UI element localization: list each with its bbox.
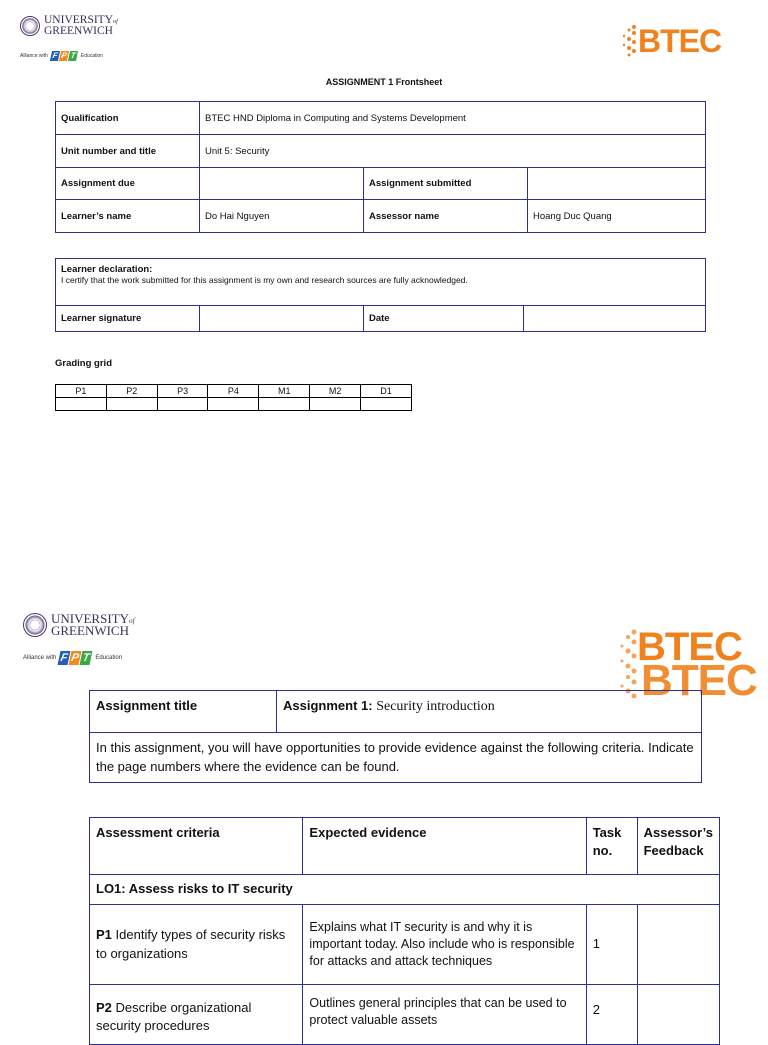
university-name-line2: GREENWICH [44,24,113,37]
qualification-value: BTEC HND Diploma in Computing and Systems Development [200,102,706,135]
task-no-header: Task no. [586,818,637,875]
learner-signature-label: Learner signature [56,306,200,332]
criteria-text: Describe organizational security procedures [96,1000,252,1034]
criteria-feedback[interactable] [637,985,719,1045]
alliance-prefix: Alliance with [23,655,57,661]
criteria-evidence: Explains what IT security is and why it is important today. Also include who is responsible for attacks and attack techniques [303,905,586,985]
fpt-logo [51,51,78,61]
university-logo-page2 [23,613,135,638]
assignment-due-label: Assignment due [56,168,200,200]
btec-wordmark-1: BTEC [637,625,742,669]
unit-label: Unit number and title [56,135,200,168]
criteria-evidence: Outlines general principles that can be used to protect valuable assets [303,985,586,1045]
criteria-code: P1 [96,927,112,943]
criteria-header: Assessment criteria [90,818,303,875]
names-row [56,200,706,233]
grade-value-cell[interactable] [259,398,310,411]
unit-value: Unit 5: Security [200,135,706,168]
unit-row [56,135,706,168]
date-label: Date [364,306,524,332]
declaration-row [56,259,706,306]
lo1-heading: LO1: Assess risks to IT security [90,875,720,905]
feedback-header: Assessor’s Feedback [637,818,719,875]
declaration-title: Learner declaration: [61,264,153,275]
fpt-letter-p: P [70,652,81,664]
btec-wordmark: BTEC [638,23,722,59]
criteria-row [90,985,720,1045]
due-row [56,168,706,200]
grade-value-cell[interactable] [361,398,412,411]
assignment-title-row [90,691,702,733]
grade-p4: P4 [208,385,259,398]
evidence-header: Expected evidence [303,818,586,875]
grade-value-cell[interactable] [56,398,107,411]
fpt-letter-t: T [69,51,77,60]
fpt-logo [59,651,92,665]
criteria-row [90,905,720,985]
assignment-submitted-label: Assignment submitted [364,168,528,200]
alliance-suffix: Education [95,655,123,661]
fpt-letter-f: F [51,51,59,60]
grade-m1: M1 [259,385,310,398]
btec-dots-icon [620,24,640,58]
assignment-due-value[interactable] [200,168,364,200]
assignment-title-prefix: Assignment 1: [283,698,373,713]
learner-signature-field[interactable] [200,306,364,332]
fpt-letter-p: P [60,51,68,60]
assignment-intro-row [90,733,702,783]
grade-m2: M2 [310,385,361,398]
learner-name-label: Learner’s name [56,200,200,233]
declaration-text: I certify that the work submitted for this assignment is my own and research sources are fully acknowledged. [61,275,468,285]
assignment-title-label: Assignment title [90,691,277,733]
assignment-submitted-value[interactable] [528,168,706,200]
assignment-title-table [89,690,702,783]
grade-p2: P2 [106,385,157,398]
grade-value-cell[interactable] [208,398,259,411]
btec-wordmark-2: BTEC [641,656,757,705]
criteria-header-row [90,818,720,875]
grade-p1: P1 [56,385,107,398]
btec-logo [620,22,750,62]
grade-value-cell[interactable] [106,398,157,411]
grade-p3: P3 [157,385,208,398]
grade-value-cell[interactable] [310,398,361,411]
grade-d1: D1 [361,385,412,398]
assessor-name-label: Assessor name [364,200,528,233]
university-crest-icon [20,16,40,36]
fpt-letter-t: T [81,652,91,664]
criteria-text: Identify types of security risks to organizations [96,927,286,961]
university-name-line1: UNIVERSITY [51,611,129,626]
assignment-intro: In this assignment, you will have opportunities to provide evidence against the following criteria. Indicate the page numbers where the evidence can be found. [90,733,702,783]
grading-grid-values [56,398,412,411]
alliance-logo-page2 [23,651,122,665]
fpt-letter-f: F [59,652,69,664]
alliance-logo [20,51,103,61]
university-of: of [129,617,135,625]
criteria-code: P2 [96,1000,112,1015]
qualification-label: Qualification [56,102,200,135]
assessment-criteria-table [89,817,720,1045]
assignment-info-table [55,101,706,233]
university-of: of [113,18,118,25]
qualification-row [56,102,706,135]
learner-name-value: Do Hai Nguyen [200,200,364,233]
university-name-line2: GREENWICH [51,623,129,639]
lo1-row [90,875,720,905]
assessor-name-value: Hoang Duc Quang [528,200,706,233]
grading-grid-header [56,385,412,398]
criteria-feedback[interactable] [637,905,719,985]
page-title: ASSIGNMENT 1 Frontsheet [325,77,443,87]
university-name-line1: UNIVERSITY [44,14,113,26]
criteria-task-no: 1 [586,905,637,985]
university-crest-icon [23,613,47,637]
alliance-prefix: Alliance with [20,53,48,59]
university-logo [20,15,118,37]
signature-row [56,306,706,332]
date-field[interactable] [524,306,706,332]
learner-declaration-table [55,258,706,332]
grading-grid-label: Grading grid [55,358,112,369]
grading-grid [55,384,412,411]
assignment-title-value: Security introduction [376,699,495,714]
grade-value-cell[interactable] [157,398,208,411]
alliance-suffix: Education [80,53,104,59]
criteria-task-no: 2 [586,985,637,1045]
